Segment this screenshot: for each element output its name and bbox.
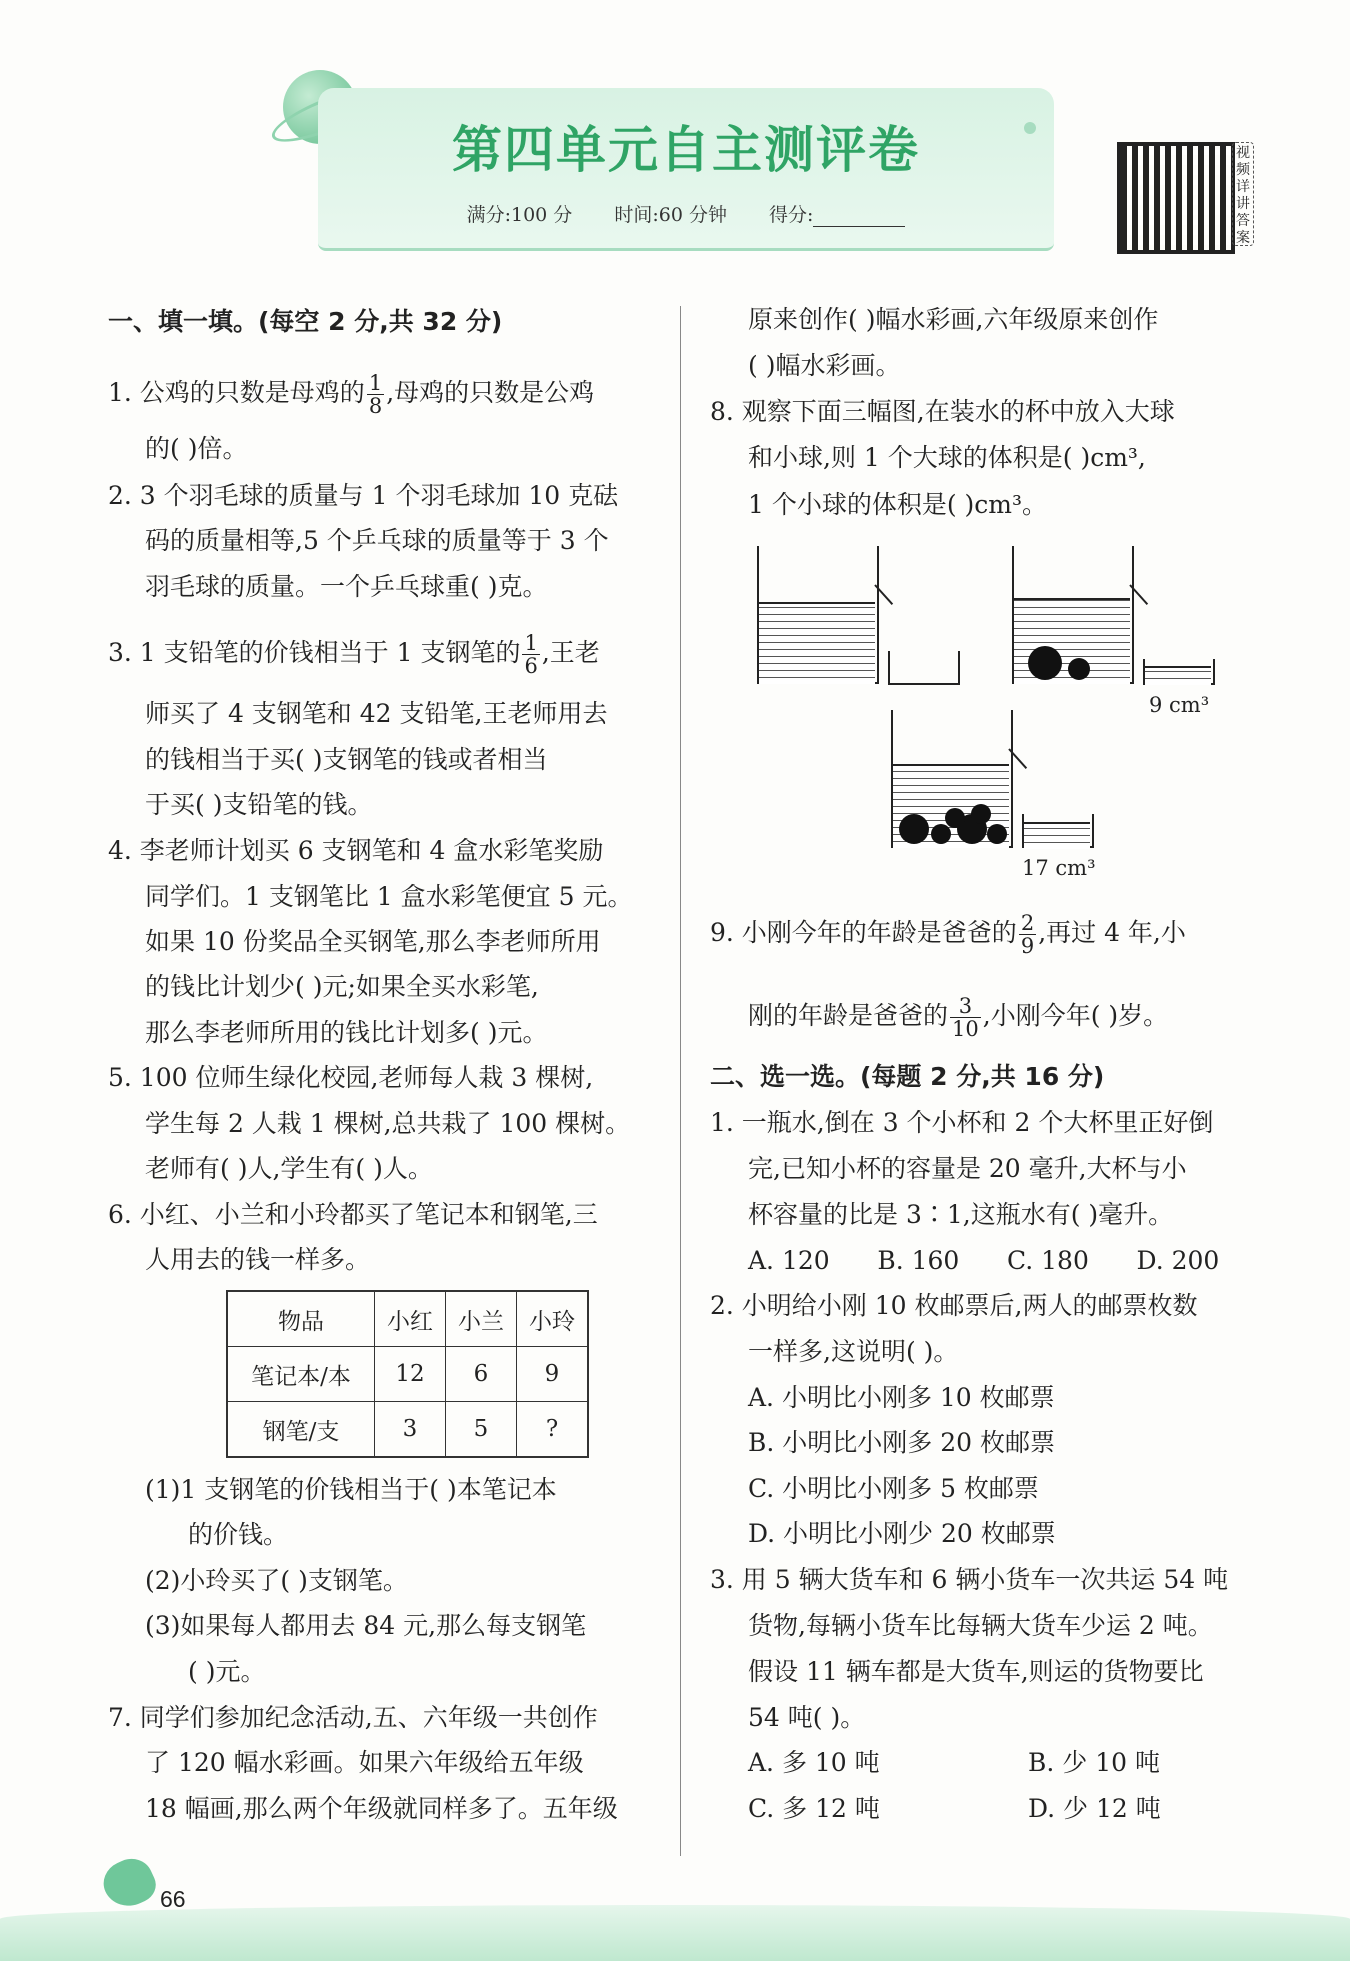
- table-cell: ?: [517, 1402, 589, 1458]
- q5-line3: 老师有( )人,学生有( )人。: [145, 1154, 433, 1183]
- s2-q1-line3: 杯容量的比是 3∶1,这瓶水有( )毫升。: [748, 1200, 1174, 1229]
- q5-line2: 学生每 2 人栽 1 棵树,总共栽了 100 棵树。: [145, 1109, 631, 1138]
- q8-line3: 1 个小球的体积是( )cm³。: [748, 490, 1048, 519]
- q3-line3: 的钱相当于买( )支钢笔的钱或者相当: [145, 745, 548, 774]
- q7-line1: 7. 同学们参加纪念活动,五、六年级一共创作: [108, 1703, 598, 1732]
- table-header: 小红: [375, 1291, 446, 1347]
- s2-q2-line2: 一样多,这说明( )。: [748, 1337, 959, 1366]
- page-number: 66: [160, 1886, 186, 1912]
- q8-line1: 8. 观察下面三幅图,在装水的杯中放入大球: [710, 397, 1175, 426]
- s2-q2-option-a: A. 小明比小刚多 10 枚邮票: [748, 1383, 1055, 1412]
- table-header-row: [227, 1291, 588, 1347]
- q2-line1: 2. 3 个羽毛球的质量与 1 个羽毛球加 10 克砝: [108, 481, 619, 510]
- s2-q1-options: A. 120 B. 160 C. 180 D. 200: [748, 1246, 1220, 1275]
- full-score: 满分:100 分: [466, 204, 573, 226]
- qr-caption: 视频详讲答案: [1232, 142, 1254, 246]
- s2-q3-option-b: B. 少 10 吨: [1028, 1748, 1160, 1777]
- small-ball: [945, 808, 965, 828]
- table-cell: 5: [446, 1402, 517, 1458]
- q4-line3: 如果 10 份奖品全买钢笔,那么李老师所用: [145, 927, 601, 956]
- dolphin-icon: [97, 1852, 162, 1915]
- beaker-figure-2: [1012, 546, 1222, 706]
- small-ball: [971, 804, 991, 824]
- q9-line1: 9. 小刚今年的年龄是爸爸的 $\frac{2}{9}$ ,再过 4 年,小: [710, 911, 1186, 958]
- q4-line1: 4. 李老师计划买 6 支钢笔和 4 盒水彩笔奖励: [108, 836, 604, 865]
- table-cell: 6: [446, 1347, 517, 1402]
- overflow-volume-label: 9 cm³: [1149, 693, 1210, 717]
- q4-line5: 那么李老师所用的钱比计划多( )元。: [145, 1018, 548, 1047]
- table-header: 物品: [227, 1291, 375, 1347]
- big-ball: [899, 814, 929, 844]
- s2-q1-line1: 1. 一瓶水,倒在 3 个小杯和 2 个大杯里正好倒: [710, 1108, 1214, 1137]
- s2-q3-option-a: A. 多 10 吨: [748, 1748, 880, 1777]
- table-cell: 12: [375, 1347, 446, 1402]
- table-header: 小玲: [517, 1291, 589, 1347]
- q7-line4: 原来创作( )幅水彩画,六年级原来创作: [748, 305, 1159, 334]
- table-cell: 3: [375, 1402, 446, 1458]
- table-cell: 钢笔/支: [227, 1402, 375, 1458]
- q3-line2: 师买了 4 支钢笔和 42 支铅笔,王老师用去: [145, 699, 608, 728]
- q6-sub1-line1: (1)1 支钢笔的价钱相当于( )本笔记本: [145, 1475, 557, 1504]
- s2-q2-option-c: C. 小明比小刚多 5 枚邮票: [748, 1474, 1039, 1503]
- s2-q2-option-d: D. 小明比小刚少 20 枚邮票: [748, 1519, 1056, 1548]
- s2-q3-option-d: D. 少 12 吨: [1028, 1794, 1161, 1823]
- s2-q2-line1: 2. 小明给小刚 10 枚邮票后,两人的邮票枚数: [710, 1291, 1198, 1320]
- qr-code-icon[interactable]: [1117, 142, 1235, 254]
- score-field: 得分:: [769, 204, 905, 226]
- s2-q3-line2: 货物,每辆小货车比每辆大货车少运 2 吨。: [748, 1611, 1213, 1640]
- exam-meta: [318, 200, 1054, 227]
- table-header: 小兰: [446, 1291, 517, 1347]
- q7-line2: 了 120 幅水彩画。如果六年级给五年级: [145, 1748, 584, 1777]
- q1-line1: 1. 公鸡的只数是母鸡的 $\frac{1}{8}$ ,母鸡的只数是公鸡: [108, 371, 595, 418]
- purchase-table: [226, 1290, 589, 1458]
- q6-sub2: (2)小玲买了( )支钢笔。: [145, 1566, 408, 1595]
- section2-heading: 二、选一选。(每题 2 分,共 16 分): [710, 1062, 1105, 1091]
- q6-sub3-line2: ( )元。: [188, 1657, 266, 1686]
- overflow-volume-label: 17 cm³: [1022, 856, 1096, 880]
- s2-q3-line3: 假设 11 辆车都是大货车,则运的货物要比: [748, 1657, 1204, 1686]
- fraction-2-9: $\frac{2}{9}$: [1020, 911, 1035, 958]
- time-limit: 时间:60 分钟: [614, 204, 727, 226]
- s2-q1-line2: 完,已知小杯的容量是 20 毫升,大杯与小: [748, 1154, 1187, 1183]
- s2-q3-line4: 54 吨( )。: [748, 1703, 866, 1732]
- s2-q2-option-b: B. 小明比小刚多 20 枚邮票: [748, 1428, 1055, 1457]
- q2-line3: 羽毛球的质量。一个乒乓球重( )克。: [145, 572, 548, 601]
- big-ball: [1028, 646, 1062, 680]
- q4-line4: 的钱比计划少( )元;如果全买水彩笔,: [145, 972, 539, 1001]
- column-divider: [680, 306, 681, 1856]
- beaker-figure-3: [891, 710, 1101, 870]
- page-title: 第四单元自主测评卷: [452, 121, 920, 179]
- q6-line2: 人用去的钱一样多。: [145, 1245, 371, 1274]
- fraction-1-6: $\frac{1}{6}$: [524, 631, 538, 678]
- table-row: [227, 1402, 588, 1458]
- q7-line3: 18 幅画,那么两个年级就同样多了。五年级: [145, 1794, 618, 1823]
- q5-line1: 5. 100 位师生绿化校园,老师每人栽 3 棵树,: [108, 1063, 594, 1092]
- section1-heading: 一、填一填。(每空 2 分,共 32 分): [108, 307, 503, 336]
- q6-line1: 6. 小红、小兰和小玲都买了笔记本和钢笔,三: [108, 1200, 598, 1229]
- q7-line5: ( )幅水彩画。: [748, 351, 901, 380]
- s2-q3-line1: 3. 用 5 辆大货车和 6 辆小货车一次共运 54 吨: [710, 1565, 1229, 1594]
- fraction-3-10: $\frac{3}{10}$: [952, 994, 979, 1041]
- small-ball: [1068, 658, 1090, 680]
- q1-line2: 的( )倍。: [145, 434, 248, 463]
- q6-sub1-line2: 的价钱。: [188, 1520, 289, 1549]
- table-row: [227, 1347, 588, 1402]
- q9-line2: 刚的年龄是爸爸的 $\frac{3}{10}$ ,小刚今年( )岁。: [748, 994, 1169, 1041]
- s2-q3-option-c: C. 多 12 吨: [748, 1794, 880, 1823]
- q6-sub3-line1: (3)如果每人都用去 84 元,那么每支钢笔: [145, 1611, 587, 1640]
- small-ball: [931, 824, 951, 844]
- q3-line1: 3. 1 支铅笔的价钱相当于 1 支钢笔的 $\frac{1}{6}$ ,王老: [108, 631, 600, 678]
- table-cell: 9: [517, 1347, 589, 1402]
- small-ball: [987, 824, 1007, 844]
- beaker-figure-1: [757, 546, 927, 686]
- q2-line2: 码的质量相等,5 个乒乓球的质量等于 3 个: [145, 526, 609, 555]
- q8-line2: 和小球,则 1 个大球的体积是( )cm³,: [748, 443, 1146, 472]
- fraction-1-8: $\frac{1}{8}$: [368, 371, 383, 418]
- table-cell: 笔记本/本: [227, 1347, 375, 1402]
- q4-line2: 同学们。1 支钢笔比 1 盒水彩笔便宜 5 元。: [145, 882, 633, 911]
- footer-wave: [0, 1905, 1350, 1961]
- q3-line4: 于买( )支铅笔的钱。: [145, 790, 373, 819]
